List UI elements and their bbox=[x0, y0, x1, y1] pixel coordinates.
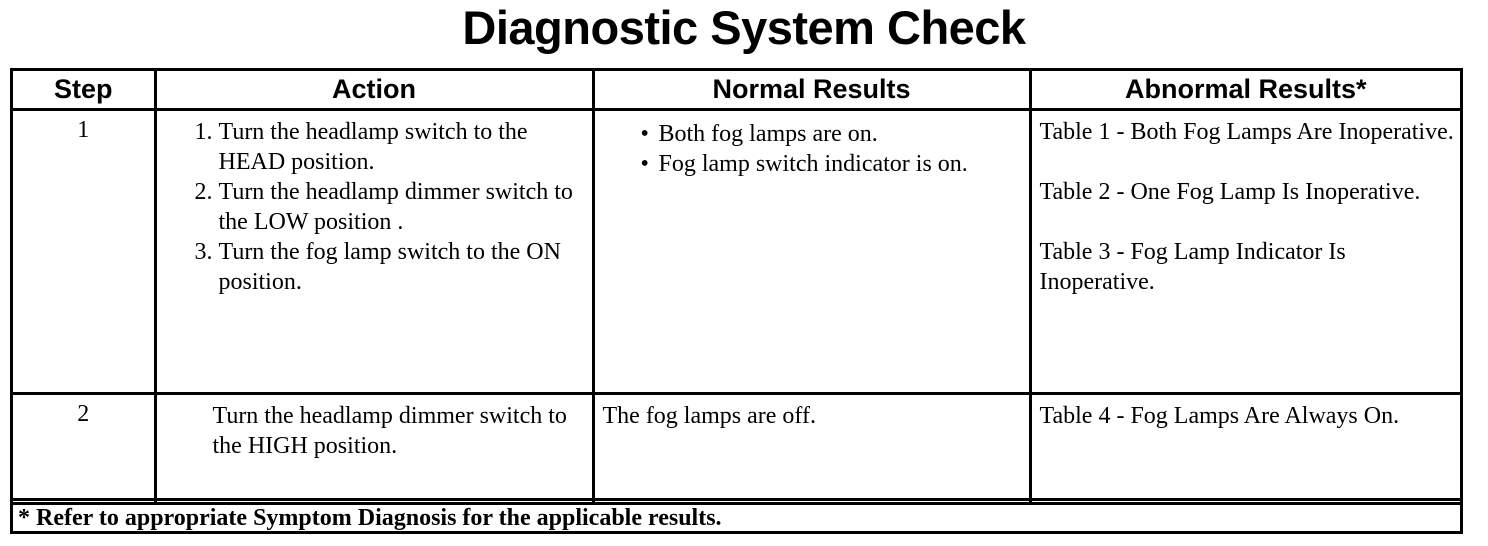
normal-result-text: Both fog lamps are on. bbox=[658, 121, 878, 147]
header-step: Step bbox=[13, 71, 155, 110]
bullet-icon: • bbox=[640, 151, 649, 177]
normal-result-item bbox=[641, 119, 1029, 149]
step-number: 1 bbox=[13, 110, 155, 394]
normal-result-text: Fog lamp switch indicator is on. bbox=[658, 151, 968, 177]
abnormal-result-item: Table 2 - One Fog Lamp Is Inoperative. bbox=[1039, 179, 1421, 205]
abnormal-result-item: Table 3 - Fog Lamp Indicator Is Inoperative. bbox=[1039, 239, 1346, 295]
action-item: 3. Turn the fog lamp switch to the ON position. bbox=[219, 237, 592, 297]
action-text: Turn the headlamp dimmer switch to the HIGH position. bbox=[212, 403, 567, 459]
normal-results-cell bbox=[593, 110, 1030, 394]
abnormal-result-item: Table 1 - Both Fog Lamps Are Inoperative. bbox=[1039, 119, 1454, 145]
diagnostic-table-frame bbox=[10, 68, 1463, 534]
diagnostic-table bbox=[13, 71, 1460, 505]
action-list bbox=[157, 117, 592, 297]
step-number: 2 bbox=[13, 394, 155, 504]
normal-results-cell bbox=[593, 394, 1030, 504]
action-cell bbox=[155, 394, 593, 504]
action-item: 1. Turn the headlamp switch to the HEAD position. bbox=[219, 117, 592, 177]
normal-results-list bbox=[595, 119, 1029, 179]
footnote: * Refer to appropriate Symptom Diagnosis for the applicable results. bbox=[13, 498, 1460, 531]
page-title: Diagnostic System Check bbox=[462, 1, 1026, 54]
bullet-icon: • bbox=[640, 121, 649, 147]
action-item: 2. Turn the headlamp dimmer switch to the LOW position . bbox=[219, 177, 592, 237]
normal-result-text: The fog lamps are off. bbox=[602, 403, 816, 429]
table-row bbox=[13, 110, 1460, 394]
action-cell bbox=[155, 110, 593, 394]
abnormal-result-item: Table 4 - Fog Lamps Are Always On. bbox=[1039, 403, 1400, 429]
abnormal-results-cell bbox=[1030, 110, 1460, 394]
abnormal-results-cell bbox=[1030, 394, 1460, 504]
header-action: Action bbox=[155, 71, 593, 110]
header-normal-results: Normal Results bbox=[593, 71, 1030, 110]
normal-result-item bbox=[641, 149, 1029, 179]
header-abnormal-results: Abnormal Results* bbox=[1030, 71, 1460, 110]
header-row bbox=[13, 71, 1460, 110]
table-row bbox=[13, 394, 1460, 504]
